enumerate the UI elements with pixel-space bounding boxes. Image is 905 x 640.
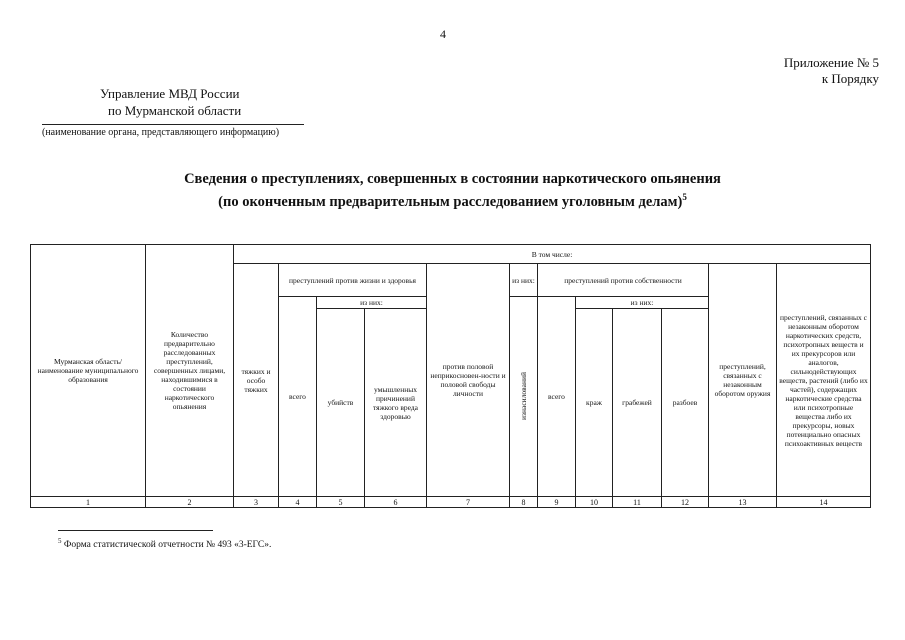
header-assaults: разбоев xyxy=(662,309,709,497)
header-grievous-harm: умышленных причинений тяжкого вреда здоровью xyxy=(365,309,427,497)
header-robberies: грабежей xyxy=(613,309,662,497)
column-number: 3 xyxy=(234,497,279,508)
header-property-total: всего xyxy=(538,297,576,497)
title-line-2 xyxy=(0,188,905,211)
header-life-health: преступлений против жизни и здоровья xyxy=(279,264,427,297)
header-total-crimes: Количество предварительно расследованных преступлений, совершенных лицами, находившимися в состоянии наркотического опьянения xyxy=(146,245,234,497)
organization-name xyxy=(100,85,241,119)
organization-line-2: по Мурманской области xyxy=(108,103,242,118)
header-drug-crimes: преступлений, связанных с незаконным оборотом наркотических средств, психотропных веществ и их прекурсоров или аналогов, сильнодействующих веществ, растений (либо их частей), содержащих наркотические средства или психотропные вещества либо их прекурсоры, новых потенциально опасных психоактивных веществ xyxy=(777,264,871,497)
appendix-reference xyxy=(784,55,879,87)
statistics-table xyxy=(30,244,871,508)
header-sexual-crimes: против половой неприкосновен-ности и половой свободы личности xyxy=(427,264,510,497)
column-number: 1 xyxy=(31,497,146,508)
header-property-of-them: из них: xyxy=(576,297,709,309)
header-life-of-them: из них: xyxy=(317,297,427,309)
header-of-them-short: из них: xyxy=(510,264,538,297)
footnote-separator xyxy=(58,530,213,531)
column-number: 8 xyxy=(510,497,538,508)
header-property-crimes: преступлений против собственности xyxy=(538,264,709,297)
organization-line-1: Управление МВД России xyxy=(100,86,240,101)
header-life-total: всего xyxy=(279,297,317,497)
column-number: 11 xyxy=(613,497,662,508)
organization-caption: (наименование органа, представляющего информацию) xyxy=(42,127,280,138)
column-number: 12 xyxy=(662,497,709,508)
column-number: 2 xyxy=(146,497,234,508)
column-number: 4 xyxy=(279,497,317,508)
header-murders: убийств xyxy=(317,309,365,497)
header-municipality: Мурманская область/наименование муниципального образования xyxy=(31,245,146,497)
column-number: 6 xyxy=(365,497,427,508)
column-number: 5 xyxy=(317,497,365,508)
column-number: 7 xyxy=(427,497,510,508)
title-line-2-text: (по оконченным предварительным расследованием уголовным делам) xyxy=(218,193,683,210)
footnote-text: Форма статистической отчетности № 493 «3-ЕГС». xyxy=(63,540,272,551)
document-title xyxy=(0,170,905,211)
header-rapes xyxy=(510,297,538,497)
column-number: 10 xyxy=(576,497,613,508)
header-thefts: краж xyxy=(576,309,613,497)
appendix-line-2: к Порядку xyxy=(821,71,879,86)
column-number: 14 xyxy=(777,497,871,508)
column-number: 13 xyxy=(709,497,777,508)
title-line-1: Сведения о преступлениях, совершенных в состоянии наркотического опьянения xyxy=(184,171,721,187)
footnote-mark: 5 xyxy=(58,537,62,545)
header-rapes-text: изнасилований xyxy=(519,371,528,420)
header-weapons-crimes: преступлений, связанных с незаконным оборотом оружия xyxy=(709,264,777,497)
footnote xyxy=(58,537,271,550)
title-footnote-mark: 5 xyxy=(682,192,687,202)
column-number: 9 xyxy=(538,497,576,508)
organization-underline xyxy=(42,124,304,125)
header-in-that-number: В том числе: xyxy=(234,245,871,264)
appendix-line-1: Приложение № 5 xyxy=(783,55,879,70)
header-grave-crimes: тяжких и особо тяжких xyxy=(234,264,279,497)
page-number: 4 xyxy=(440,27,446,41)
